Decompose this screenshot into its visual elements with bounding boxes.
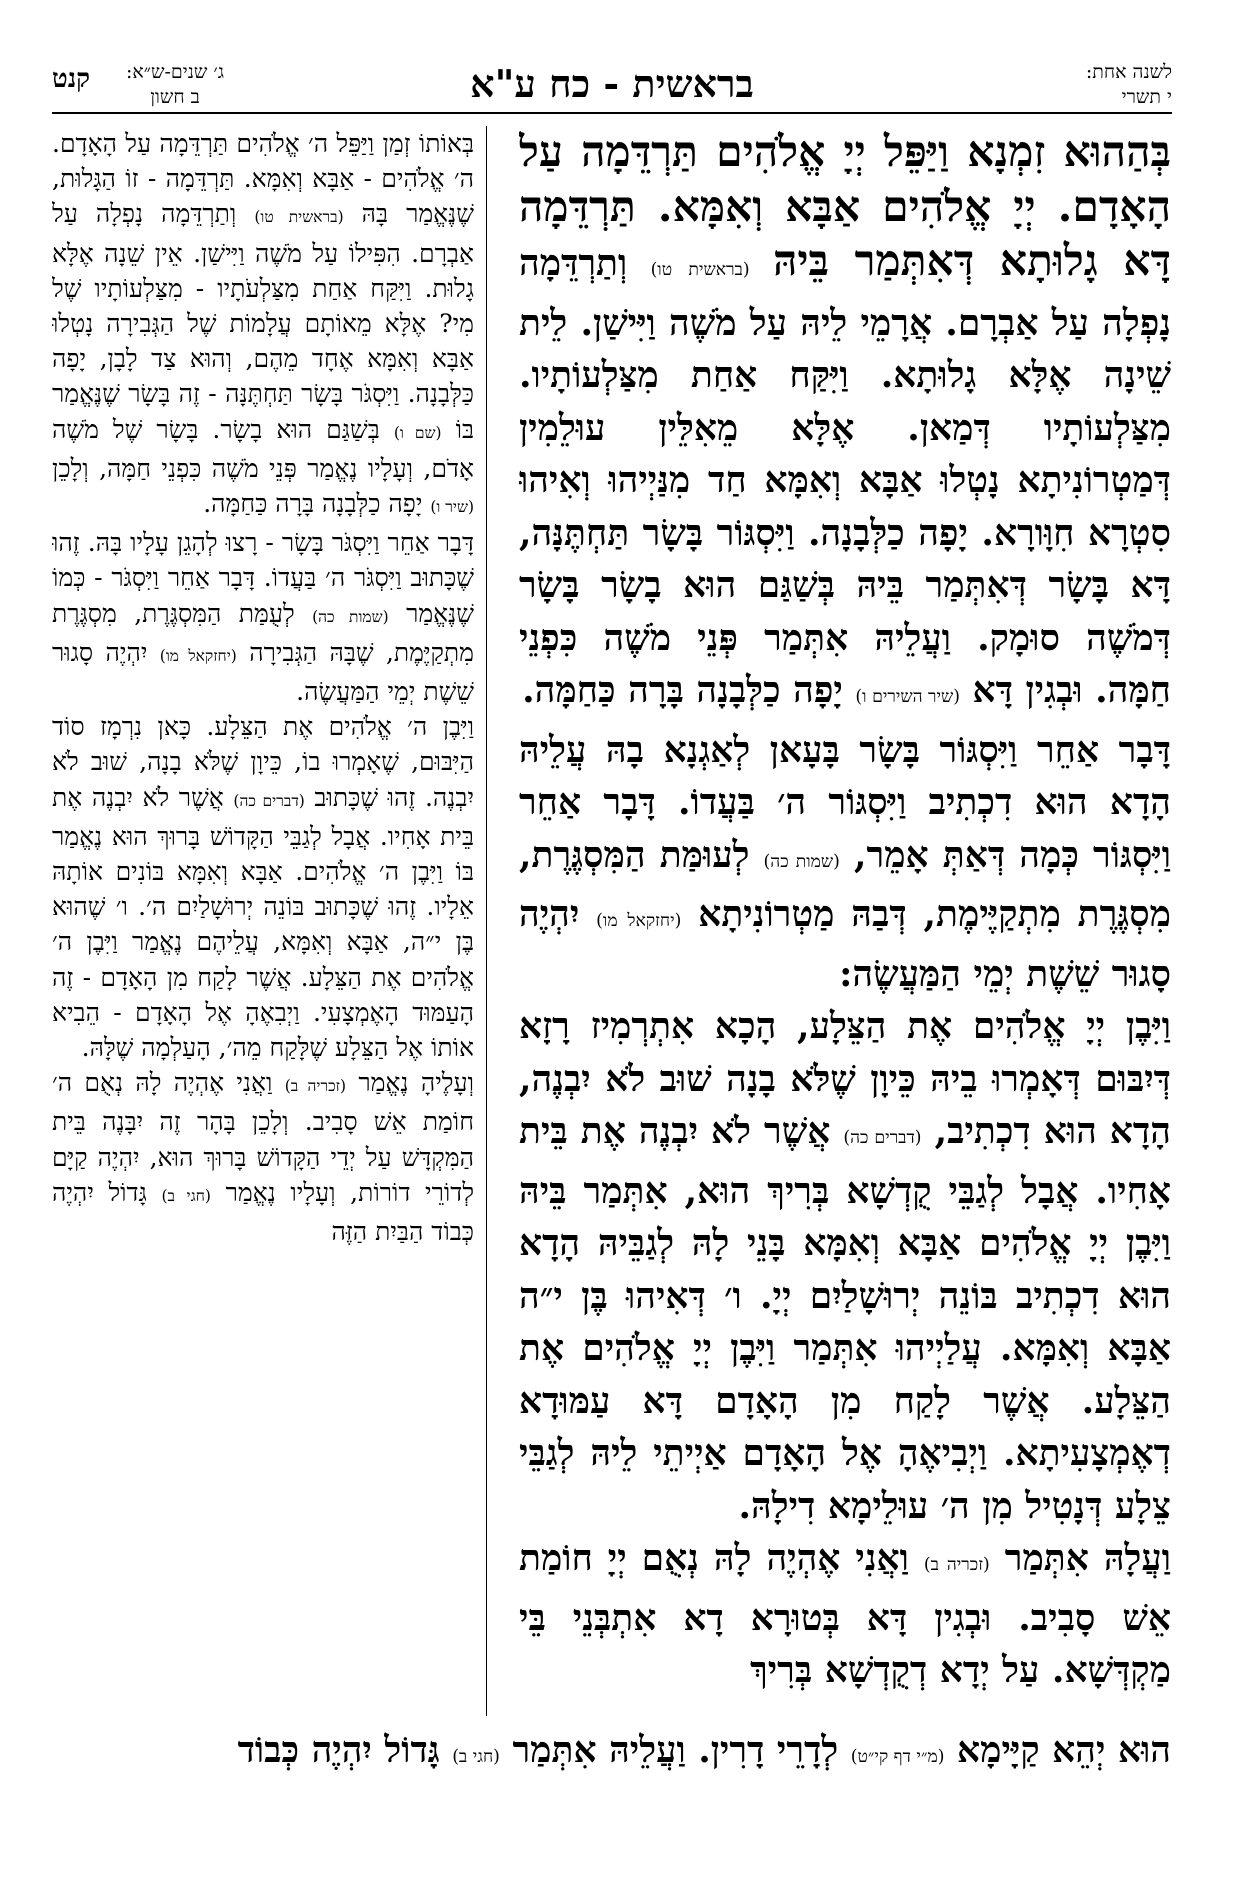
schedule-date-three-year: ב חשון: [150, 86, 200, 108]
source-citation: (חגי ב): [161, 1186, 211, 1205]
schedule-label-three-year: ג׳ שנים-ש״א:: [126, 61, 225, 83]
translation-text: בְּשַׁגַּם הוּא בָשָׂר. בָּשָׂר שֶׁל מֹשֶׁה אָדֹם, וְעָלָיו נֶאֱמַר פְּנֵי מֹשֶׁה כִּפְנֵי חַמָּה, וְלָכֵן: [52, 414, 474, 483]
reading-schedule-three-year: [126, 60, 224, 110]
schedule-date-one-year: י תשרי: [1121, 86, 1172, 108]
main-text: לְדָרֵי דָרִין. וַעֲלֵיהּ אִתְּמַר: [512, 1729, 839, 1771]
translation-column: [52, 126, 474, 1714]
main-text: בְּהַהוּא זִמְנָא וַיַּפֵּל יְיָ אֱלֹהִים תַּרְדֵּמָה עַל הָאָדָם. יְיָ אֱלֹהִים אַבָּא וְאִמָּא. תַּרְדֵּמָה דָּא גָלוּתָא דְּאִתְּמַר בֵּיהּ: [519, 127, 1171, 286]
main-text: דָּבָר אַחֵר וַיִּסְגּוֹר בָּשָׂר בָּעָאן לְאַגְנָא בָהּ עֲלֵיהּ הָדָא הוּא דִכְתִיב וַיִּסְגּוֹר ה׳ בַּעֲדוֹ. דָּבָר אַחֵר וַיִּסְגּוֹר כְּמָה דְּאַתְּ אָמֵר,: [519, 728, 1171, 876]
translation-text: יָפָה כַלְּבָנָה בָּרָה כַּחַמָּה.: [203, 489, 423, 519]
main-text: וַיִּבֶן יְיָ אֱלֹהִים אֶת הַצֵּלָע, הָכָא אִתְרְמִיז רָזָא דְּיִבּוּם דְּאָמְרוּ בֵיהּ כֵּיוָן שֶׁלֹּא בָנָה שׁוּב לֹא יִבְנֶה, הָדָא הוּא דִכְתִיב,: [519, 1005, 1171, 1152]
column-divider: [486, 126, 487, 1716]
main-paragraph: [519, 724, 1171, 1001]
translation-paragraph: [52, 525, 474, 709]
source-citation: (זכריה ב): [923, 1555, 990, 1575]
translation-paragraph: [52, 709, 474, 1065]
source-citation: (יחזקאל מו): [159, 646, 237, 665]
main-text: וְתַרְדֵּמָה נָפְלָה עַל אַבְרָם. אֲרָמֵי לֵיהּ עַל מֹשֶׁה וַיִּישַׁן. לֵית שֵׁינָה אֶלָּא גָלוּתָא. וַיִּקַּח אַחַת מִצַּלְעוֹתָיו. מִצַּלְעוֹתָיו דְּמַאן. אֶלָּא מֵאִלֵּין עוּלֵמִין דְּמַטְרוֹנִיתָא נָטְלוּ אַבָּא וְאִמָּא חַד מִנַּיְיהוּ וְאִיהוּ סִטְרָא חִוָּורָא. יָפָה כַלְּבָנָה. וַיִּסְגּוֹר בָּשָׂר תַּחְתֶּנָּה, דָּא בָּשָׂר דְּאִתְּמַר בֵּיהּ בְּשַׁגַּם הוּא בָשָׂר בָּשָׂר דְּמֹשֶׁה סוּמָק. וַעֲלֵיהּ אִתְּמַר פְּנֵי מֹשֶׁה כִּפְנֵי חַמָּה. וּבְגִין דָּא: [519, 242, 1171, 711]
translation-text: וְעָלֶיהָ נֶאֱמַר: [358, 1068, 474, 1098]
header-rule: [52, 112, 1172, 114]
source-citation: (יחזקאל מו): [596, 911, 682, 931]
main-text: וַעֲלָהּ אִתְּמַר: [1004, 1537, 1171, 1579]
main-text: הוּא יְהֵא קַיָּימָא: [957, 1729, 1171, 1771]
translation-text: בְּאוֹתוֹ זְמַן וַיַּפֵּל ה׳ אֱלֹהִים תַּרְדֵּמָה עַל הָאָדָם. ה׳ אֱלֹהִים - אַבָּא וְאִמָּא. תַּרְדֵּמָה - זוֹ הַגָּלוּת, שֶׁנֶּאֱמַר בָּהּ: [52, 129, 474, 229]
source-citation: (בראשית טו): [254, 208, 344, 227]
source-citation: (דברים כה): [843, 1128, 922, 1148]
main-text: אֲשֶׁר לֹא יִבְנֶה אֶת בֵּית אָחִיו. אֲבָל לְגַבֵּי קֻדְשָׁא בְּרִיךְ הוּא, אִתְּמַר בֵּיהּ וַיִּבֶן יְיָ אֱלֹהִים אַבָּא וְאִמָּא בָּנֵי לָהּ לְגַבֵּיהּ הָדָא הוּא דִכְתִיב בּוֹנֵה יְרוּשָׁלַיִם יְיָ. ו׳ דְּאִיהוּ בֶּן י״ה אַבָּא וְאִמָּא. עֲלַיְיהוּ אִתְּמַר וַיִּבֶן יְיָ אֱלֹהִים אֶת הַצֵּלָע. אֲשֶׁר לָקַח מִן הָאָדָם דָּא עַמּוּדָא דְאֶמְצָעִיתָא. וַיְבִיאֶהָ אֶל הָאָדָם אַיְיתֵי לֵיהּ לְגַבֵּי צֵלָע דְּנָטִיל מִן ה׳ עוּלֵימָא דִילָהּ.: [519, 1110, 1171, 1527]
translation-text: אֲשֶׁר לֹא יִבְנֶה אֶת בֵּית אָחִיו. אֲבָל לְגַבֵּי הַקָּדוֹשׁ בָּרוּךְ הוּא נֶאֱמַר בּוֹ וַיִּבֶן ה׳ אֱלֹהִים. אַבָּא וְאִמָּא בּוֹנִים אוֹתָהּ אֵלָיו. זֶהוּ שֶׁכָּתוּב בּוֹנֵה יְרוּשָׁלַיִם ה׳. ו׳ שֶׁהוּא בֶּן י״ה, אַבָּא וְאִמָּא, עֲלֵיהֶם נֶאֱמַר וַיִּבֶן ה׳ אֱלֹהִים אֶת הַצֵּלָע. אֲשֶׁר לָקַח מִן הָאָדָם - זֶה הָעַמּוּד הָאֶמְצָעִי. וַיְבִאֶהָ אֶל הָאָדָם - הֵבִיא אוֹתוֹ אֶל הַצֵּלָע שֶׁלָּקַח מֵה׳, הָעַלְמָה שֶׁלָּהּ.: [52, 782, 474, 1063]
translation-text: גָּדוֹל יִהְיֶה כְּבוֹד הַבַּיִת הַזֶּה: [52, 1177, 474, 1247]
source-citation: (שמות כה): [312, 607, 389, 626]
main-paragraph: [519, 1532, 1171, 1697]
page-header: [52, 60, 1172, 110]
schedule-label-one-year: לשנה אחת:: [1085, 61, 1172, 83]
source-citation: (חגי ב): [452, 1747, 500, 1767]
page-number: קנט: [52, 64, 91, 94]
translation-paragraph: [52, 126, 474, 525]
source-citation: (שיר ו): [430, 498, 474, 517]
main-paragraph: [519, 126, 1171, 724]
source-citation: (מ״י דף קי״ט): [850, 1747, 945, 1767]
translation-text: יִהְיֶה סָגוּר שֵׁשֶׁת יְמֵי הַמַּעֲשֶׂה.: [52, 637, 474, 707]
main-paragraph: [519, 1000, 1171, 1532]
translation-text: וַיִּבֶן ה׳ אֱלֹהִים אֶת הַצֵּלָע. כָּאן נִרְמָז סוֹד הַיִּבּוּם, שֶׁאָמְרוּ בוֹ, כֵּיוָן שֶׁלֹּא בָנָה, שׁוּב לֹא יִבְנֶה. זֶהוּ שֶׁכָּתוּב: [52, 712, 474, 812]
translation-text: וַאֲנִי אֶהְיֶה לָהּ נְאֻם ה׳ חוֹמַת אֵשׁ סָבִיב. וְלָכֵן בָּהָר זֶה יִבָּנֶה בֵּית הַמִּקְדָּשׁ עַל יְדֵי הַקָּדוֹשׁ בָּרוּךְ הוּא, יִהְיֶה קַיָּם לְדוֹרֵי דוֹרוֹת, וְעָלָיו נֶאֱמַר: [52, 1068, 474, 1207]
source-citation: (שם ו): [393, 423, 442, 442]
full-width-last-line: [51, 1724, 1171, 1780]
translation-text: דָּבָר אַחֵר וַיִּסְגֹּר בָּשָׂר - רָצוּ לְהָגֵן עָלָיו בָּהּ. זֶהוּ שֶׁכָּתוּב וַיִּסְגֹּר ה׳ בַּעֲדוֹ. דָּבָר אַחֵר וַיִּסְגֹּר - כְּמוֹ שֶׁנֶּאֱמַר: [52, 528, 474, 628]
source-citation: (שיר השירים ו): [855, 687, 960, 707]
main-text-column: [519, 126, 1171, 1714]
main-text: וַאֲנִי אֶהְיֶה לָהּ נְאֻם יְיָ חוֹמַת אֵשׁ סָבִיב. וּבְגִין דָּא בְּטוּרָא דָא אִתְבְּנֵי בֵּי מַקְדְּשָׁא. עַל יְדָא דְקֻדְשָׁא בְּרִיךְ: [519, 1537, 1171, 1691]
source-citation: (זכריה ב): [284, 1077, 347, 1096]
source-citation: (דברים כה): [233, 791, 305, 810]
source-citation: (שמות כה): [763, 851, 840, 872]
translation-text: וְתַרְדֵּמָה נָפְלָה עַל אַבְרָם. הִפִּילוֹ עַל מֹשֶׁה וַיִּישַׁן. אֵין שֵׁנָה אֶלָּא גָלוּת. וַיִּקַּח אַחַת מִצַּלְעֹתָיו - מִצַּלְעוֹתָיו שֶׁל מִי? אֶלָּא מֵאוֹתָם עֲלָמוֹת שֶׁל הַגְּבִירָה נָטְלוּ אַבָּא וְאִמָּא אֶחָד מֵהֶם, וְהוּא צַד לָבָן, יָפָה כַּלְּבָנָה. וַיִּסְגֹּר בָּשָׂר תַּחְתֶּנָּה - זֶה בָּשָׂר שֶׁנֶּאֱמַר בּוֹ: [52, 199, 474, 444]
main-text: גָּדוֹל יִהְיֶה כְּבוֹד: [237, 1729, 440, 1771]
translation-paragraph: [52, 1065, 474, 1249]
source-citation: (בראשית טו): [650, 260, 750, 280]
page-title: בראשית - כח ע"א: [470, 61, 754, 106]
main-text: יִהְיֶה סָגוּר שֵׁשֶׁת יְמֵי הַמַּעֲשֶׂה:: [519, 893, 1171, 995]
main-text: יָפָה כַלְּבָנָה בָּרָה כַּחַמָּה.: [522, 669, 843, 711]
main-text: לְעוּמַּת הַמִּסְגֶּרֶת, מִסְגֶּרֶת מִתְקַיֶּימֶת, דְּבַהּ מַטְרוֹנִיתָא: [519, 833, 1171, 935]
translation-text: לְעֻמַּת הַמִּסְגֶּרֶת, מִסְגֶּרֶת מִתְקַיֶּמֶת, שֶׁבָּהּ הַגְּבִירָה: [52, 598, 474, 667]
